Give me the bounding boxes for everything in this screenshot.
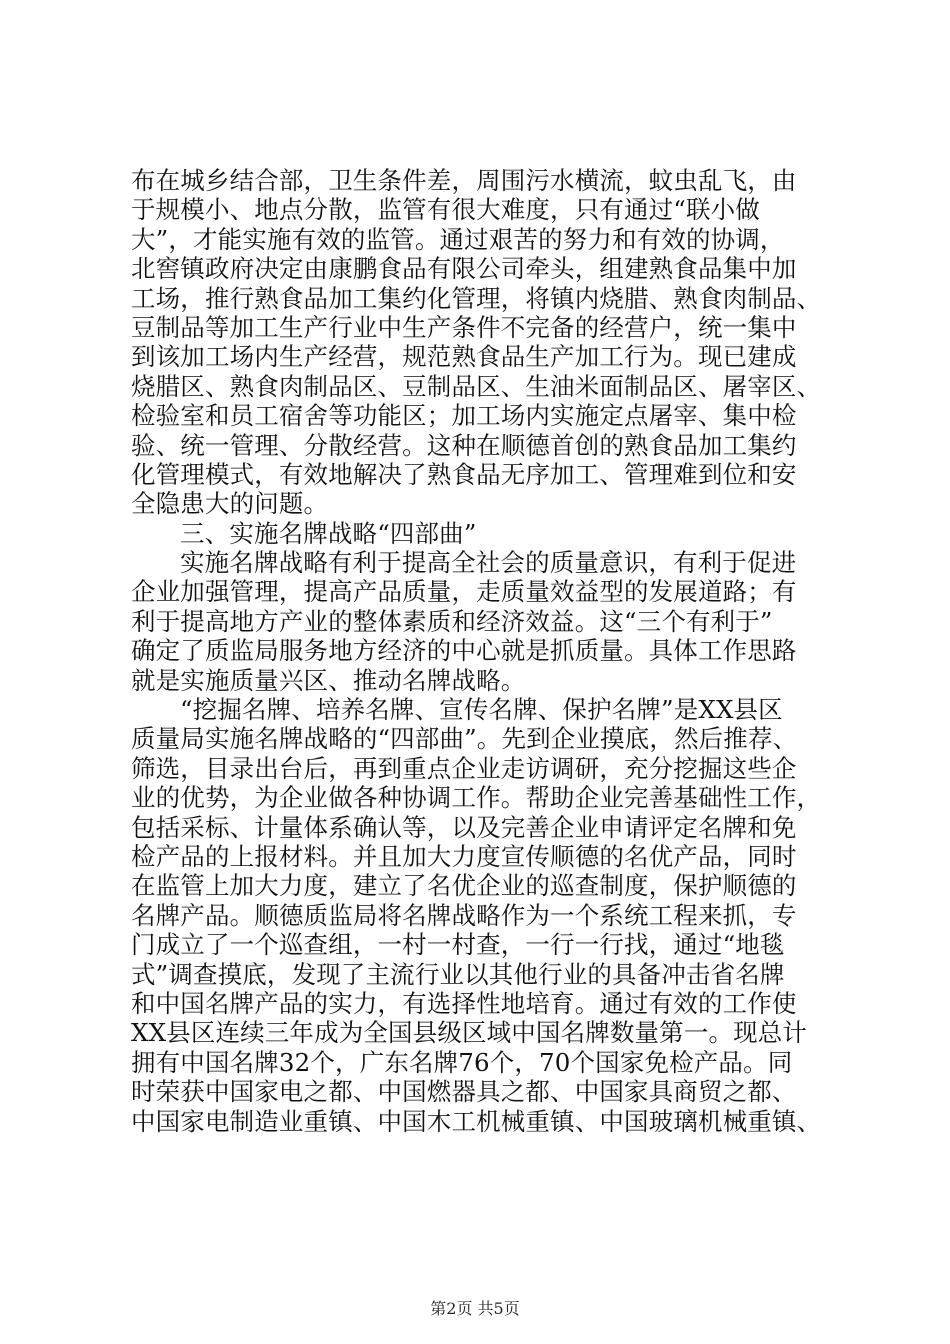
text-line: 在监管上加大力度，建立了名优企业的巡查制度，保护顺德的 [131, 871, 797, 901]
text-line: 和中国名牌产品的实力，有选择性地培育。通过有效的工作使 [131, 988, 797, 1018]
text-line: 检产品的上报材料。并且加大力度宣传顺德的名优产品，同时 [131, 841, 797, 871]
text-line: 实施名牌战略有利于提高全社会的质量意识，有利于促进 [180, 548, 797, 578]
text-line: 利于提高地方产业的整体素质和经济效益。这“三个有利于” [131, 606, 773, 636]
text-line: 烧腊区、熟食肉制品区、豆制品区、生油米面制品区、屠宰区、 [131, 371, 822, 401]
text-line: 中国家电制造业重镇、中国木工机械重镇、中国玻璃机械重镇、 [131, 1106, 822, 1136]
text-line: 名牌产品。顺德质监局将名牌战略作为一个系统工程来抓，专 [131, 900, 797, 930]
text-line: 就是实施质量兴区、推动名牌战略。 [131, 665, 526, 695]
paragraph-2 [131, 548, 853, 695]
text-line: 大”，才能实施有效的监管。通过艰苦的努力和有效的协调， [131, 224, 785, 254]
text-line: 式”调查摸底，发现了主流行业以其他行业的具备冲击省名牌 [131, 959, 785, 989]
text-line: 豆制品等加工生产行业中生产条件不完备的经营户，统一集中 [131, 312, 797, 342]
text-line: 包括采标、计量体系确认等，以及完善企业申请评定名牌和免 [131, 812, 797, 842]
text-line: 企业加强管理，提高产品质量，走质量效益型的发展道路；有 [131, 577, 797, 607]
page-number-footer: 第2页 共5页 [430, 1299, 520, 1318]
text-line: 确定了质监局服务地方经济的中心就是抓质量。具体工作思路 [131, 636, 797, 666]
text-line: 质量局实施名牌战略的“四部曲”。先到企业摸底，然后推荐、 [131, 724, 798, 754]
text-line: 于规模小、地点分散，监管有很大难度，只有通过“联小做 [131, 195, 760, 225]
text-line: 到该加工场内生产经营，规范熟食品生产加工行为。现已建成 [131, 342, 797, 372]
text-line: 北窖镇政府决定由康鹏食品有限公司牵头，组建熟食品集中加 [131, 254, 797, 284]
text-line: 业的优势，为企业做各种协调工作。帮助企业完善基础性工作， [131, 783, 822, 813]
text-line: 门成立了一个巡查组，一村一村查，一行一行找，通过“地毯 [131, 930, 785, 960]
text-line: 化管理模式，有效地解决了熟食品无序加工、管理难到位和安 [131, 459, 797, 489]
paragraph-1 [131, 166, 853, 519]
text-line: 验、统一管理、分散经营。这种在顺德首创的熟食品加工集约 [131, 430, 797, 460]
document-body [131, 166, 853, 1136]
text-line: 全隐患大的问题。 [131, 489, 329, 519]
text-line: XX县区连续三年成为全国县级区域中国名牌数量第一。现总计 [131, 1018, 808, 1048]
paragraph-3 [131, 695, 853, 1136]
text-line: 布在城乡结合部，卫生条件差，周围污水横流，蚊虫乱飞，由 [131, 166, 797, 195]
section-heading: 三、实施名牌战略“四部曲” [180, 518, 477, 548]
text-line: “挖掘名牌、培养名牌、宣传名牌、保护名牌”是XX县区 [180, 695, 783, 725]
text-line: 时荣获中国家电之都、中国燃器具之都、中国家具商贸之都、 [131, 1077, 797, 1107]
text-line: 筛选，目录出台后，再到重点企业走访调研，充分挖掘这些企 [131, 753, 797, 783]
text-line: 检验室和员工宿舍等功能区；加工场内实施定点屠宰、集中检 [131, 401, 797, 431]
text-line: 工场，推行熟食品加工集约化管理，将镇内烧腊、熟食肉制品、 [131, 283, 822, 313]
text-line: 拥有中国名牌32个，广东名牌76个，70个国家免检产品。同 [131, 1047, 793, 1077]
